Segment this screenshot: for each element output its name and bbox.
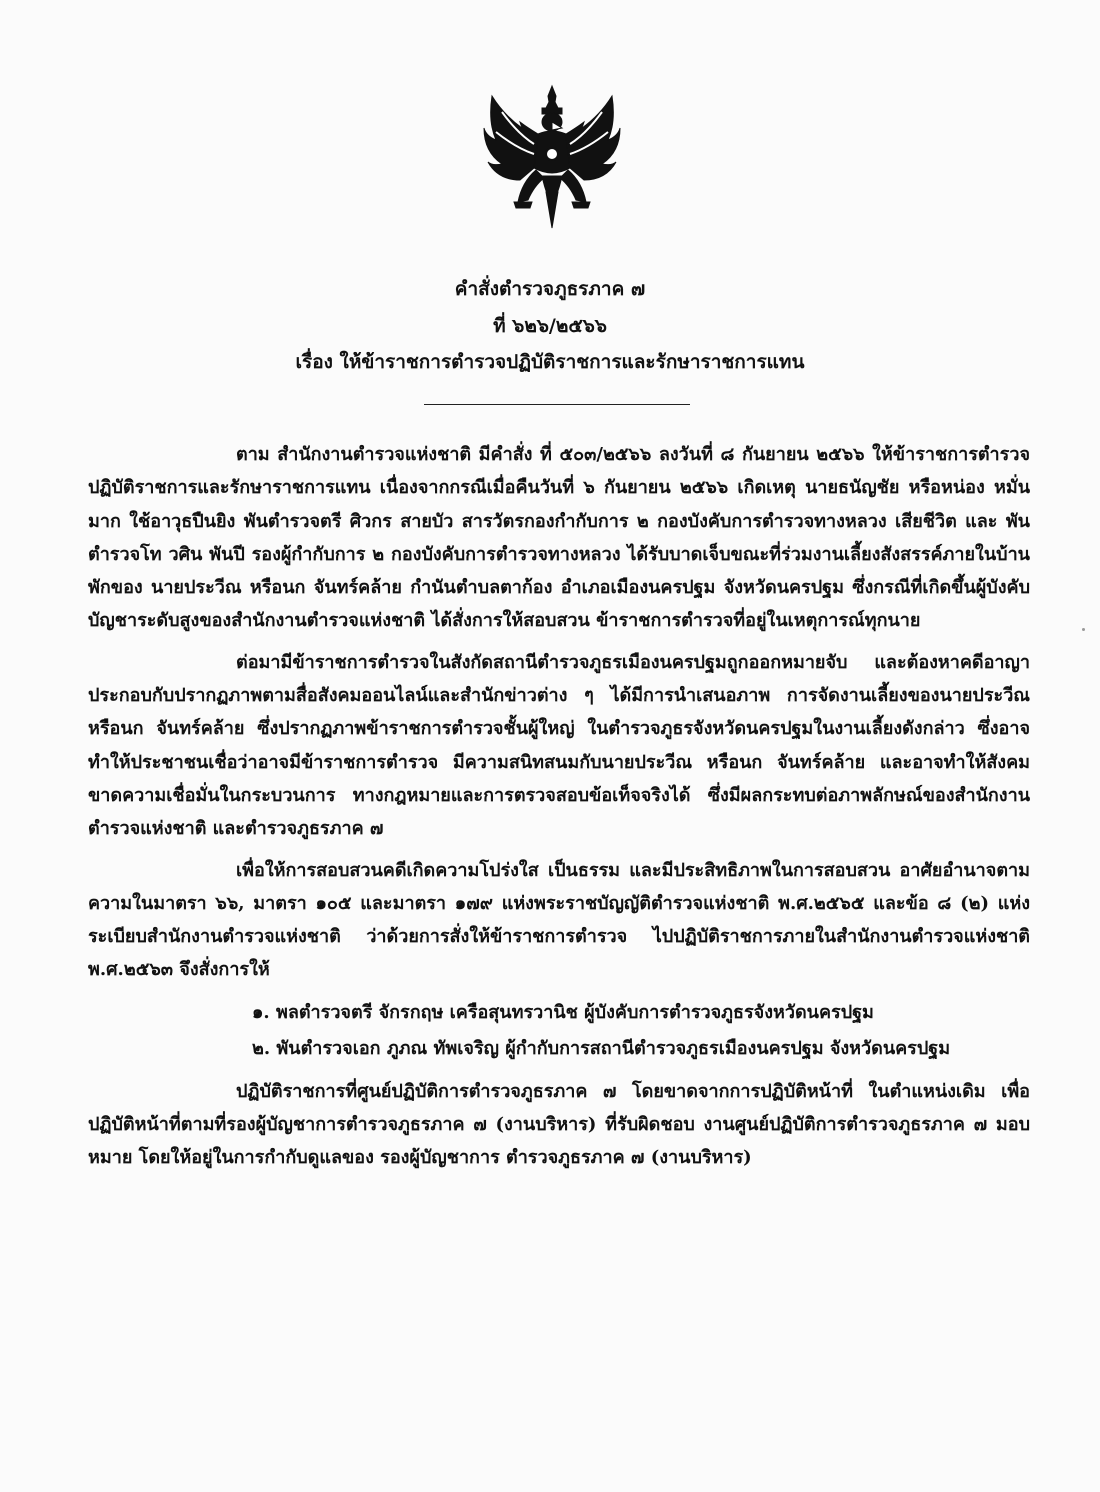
order-number: ที่ ๖๒๖/๒๕๖๖ [493,315,607,337]
paragraph-assignment: ปฏิบัติราชการที่ศูนย์ปฏิบัติการตำรวจภูธรภาค ๗ โดยขาดจากการปฏิบัติหน้าที่ ในตำแหน่งเดิม เพื่อปฏิบัติหน้าที่ตามที่รองผู้บัญชาการตำรวจภูธรภาค ๗ (งานบริหาร) ที่รับผิดชอบ งานศูนย์ปฏิบัติการตำรวจภูธรภาค ๗ มอบหมาย โดยให้อยู่ในการกำกับดูแลของ รองผู้บัญชาการ ตำรวจภูธรภาค ๗ (งานบริหาร) [88,1080,1030,1169]
document-body [88,438,1030,1183]
officer-item-1: ๑. พลตำรวจตรี จักรกฤษ เครือสุนทรวานิช ผู้บังคับการตำรวจภูธรจังหวัดนครปฐม [252,1001,874,1023]
paragraph-legal-authority: เพื่อให้การสอบสวนคดีเกิดความโปร่งใส เป็นธรรม และมีประสิทธิภาพในการสอบสวน อาศัยอำนาจตามความในมาตรา ๖๖, มาตรา ๑๐๕ และมาตรา ๑๗๙ แห่งพระราชบัญญัติตำรวจแห่งชาติ พ.ศ.๒๕๖๕ และข้อ ๘ (๒) แห่งระเบียบสำนักงานตำรวจแห่งชาติ ว่าด้วยการสั่งให้ข้าราชการตำรวจ ไปปฏิบัติราชการภายในสำนักงานตำรวจแห่งชาติ พ.ศ.๒๕๖๓ จึงสั่งการให้ [88,859,1030,981]
order-subject: เรื่อง ให้ข้าราชการตำรวจปฏิบัติราชการและรักษาราชการแทน [295,351,805,373]
header-divider [424,404,690,405]
paragraph-background: ตาม สำนักงานตำรวจแห่งชาติ มีคำสั่ง ที่ ๕๐๓/๒๕๖๖ ลงวันที่ ๘ กันยายน ๒๕๖๖ ให้ข้าราชการตำรวจปฏิบัติราชการและรักษาราชการแทน เนื่องจากกรณีเมื่อคืนวันที่ ๖ กันยายน ๒๕๖๖ เกิดเหตุ นายธนัญชัย หรือหน่อง หมั่นมาก ใช้อาวุธปืนยิง พันตำรวจตรี ศิวกร สายบัว สารวัตรกองกำกับการ ๒ กองบังคับการตำรวจทางหลวง เสียชีวิต และ พันตำรวจโท วศิน พันปี รองผู้กำกับการ ๒ กองบังคับการตำรวจทางหลวง ได้รับบาดเจ็บขณะที่ร่วมงานเลี้ยงสังสรรค์ภายในบ้านพักของ นายประวีณ หรือนก จันทร์คล้าย กำนันตำบลตาก้อง อำเภอเมืองนครปฐม จังหวัดนครปฐม ซึ่งกรณีที่เกิดขึ้นผู้บังคับบัญชาระดับสูงของสำนักงานตำรวจแห่งชาติ ได้สั่งการให้สอบสวน ข้าราชการตำรวจที่อยู่ในเหตุการณ์ทุกนาย [88,444,1030,632]
officer-item-2: ๒. พันตำรวจเอก ภูภณ ทัพเจริญ ผู้กำกับการสถานีตำรวจภูธรเมืองนครปฐม จังหวัดนครปฐม [252,1037,951,1059]
officer-list [88,995,1030,1067]
scan-speck [1082,628,1085,631]
garuda-emblem-icon [478,82,626,232]
order-title: คำสั่งตำรวจภูธรภาค ๗ [454,278,646,300]
paragraph-subsequent-events: ต่อมามีข้าราชการตำรวจในสังกัดสถานีตำรวจภูธรเมืองนครปฐมถูกออกหมายจับ และต้องหาคดีอาญา ประกอบกับปรากฏภาพตามสื่อสังคมออนไลน์และสำนักข่าวต่าง ๆ ได้มีการนำเสนอภาพ การจัดงานเลี้ยงของนายประวีณ หรือนก จันทร์คล้าย ซึ่งปรากฏภาพข้าราชการตำรวจชั้นผู้ใหญ่ ในตำรวจภูธรจังหวัดนครปฐมในงานเลี้ยงดังกล่าว ซึ่งอาจทำให้ประชาชนเชื่อว่าอาจมีข้าราชการตำรวจ มีความสนิทสนมกับนายประวีณ หรือนก จันทร์คล้าย และอาจทำให้สังคมขาดความเชื่อมั่นในกระบวนการ ทางกฎหมายและการตรวจสอบข้อเท็จจริงได้ ซึ่งมีผลกระทบต่อภาพลักษณ์ของสำนักงานตำรวจแห่งชาติ และตำรวจภูธรภาค ๗ [88,651,1030,840]
